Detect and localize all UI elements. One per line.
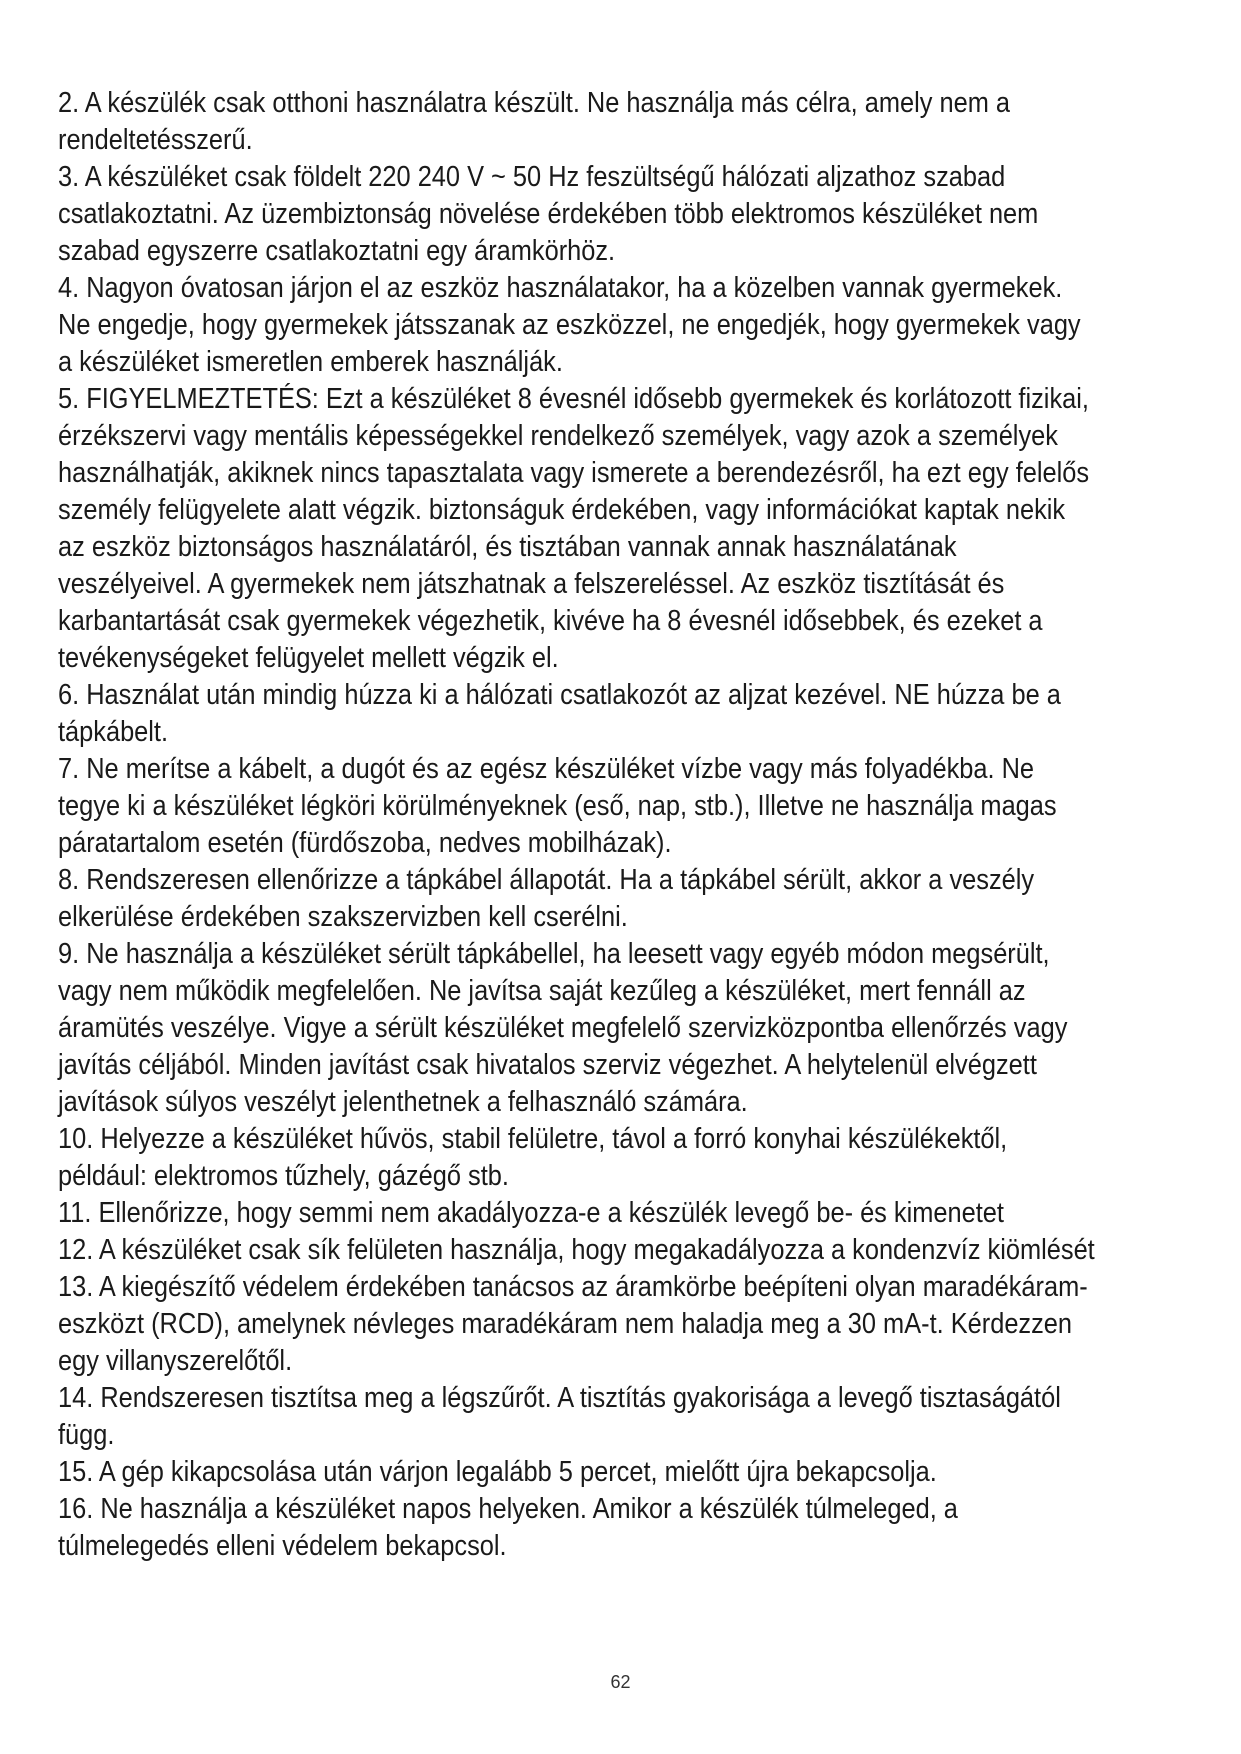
instruction-item-12 [58, 1232, 1095, 1269]
text-line: rendeltetésszerű. [58, 124, 253, 156]
text-line: páratartalom esetén (fürdőszoba, nedves mobilházak). [58, 827, 672, 859]
safety-instructions-text [58, 85, 1095, 1565]
text-line: 7. Ne merítse a kábelt, a dugót és az egész készüléket vízbe vagy más folyadékba. Ne [58, 753, 1035, 785]
instruction-item-10 [58, 1121, 1064, 1195]
text-line: 14. Rendszeresen tisztítsa meg a légszűrőt. A tisztítás gyakorisága a levegő tisztaságától [58, 1382, 1061, 1414]
instruction-item-9 [58, 936, 1068, 1121]
text-line: szabad egyszerre csatlakoztatni egy áramkörhöz. [58, 235, 616, 267]
text-line: áramütés veszélye. Vigye a sérült készüléket megfelelő szervizközpontba ellenőrzés vagy [58, 1012, 1068, 1044]
instruction-item-11 [58, 1195, 1064, 1232]
instruction-item-6 [58, 677, 1064, 751]
instruction-item-3 [58, 159, 1064, 270]
instruction-item-2 [58, 85, 1064, 159]
text-line: 5. FIGYELMEZTETÉS: Ezt a készüléket 8 évesnél idősebb gyermekek és korlátozott fizikai, [58, 383, 1089, 415]
text-line: eszközt (RCD), amelynek névleges maradékáram nem haladja meg a 30 mA-t. Kérdezzen [58, 1308, 1073, 1340]
instruction-item-16 [58, 1491, 1064, 1565]
text-line: 12. A készüléket csak sík felületen használja, hogy megakadályozza a kondenzvíz kiömlését [58, 1234, 1095, 1266]
text-line: 16. Ne használja a készüléket napos helyeken. Amikor a készülék túlmeleged, a [58, 1493, 958, 1525]
text-line: 15. A gép kikapcsolása után várjon legalább 5 percet, mielőtt újra bekapcsolja. [58, 1456, 937, 1488]
text-line: 11. Ellenőrizze, hogy semmi nem akadályozza-e a készülék levegő be- és kimenetet [58, 1197, 1004, 1229]
text-line: túlmelegedés elleni védelem bekapcsol. [58, 1530, 507, 1562]
text-line: személy felügyelete alatt végzik. biztonságuk érdekében, vagy információkat kaptak nekik [58, 494, 1066, 526]
text-line: csatlakoztatni. Az üzembiztonság növelése érdekében több elektromos készüléket nem [58, 198, 1039, 230]
text-line: vagy nem működik megfelelően. Ne javítsa saját kezűleg a készüléket, mert fennáll az [58, 975, 1026, 1007]
text-line: 2. A készülék csak otthoni használatra készült. Ne használja más célra, amely nem a [58, 87, 1011, 119]
text-line: 6. Használat után mindig húzza ki a hálózati csatlakozót az aljzat kezével. NE húzza be a [58, 679, 1061, 711]
text-line: 3. A készüléket csak földelt 220 240 V ~ 50 Hz feszültségű hálózati aljzathoz szabad [58, 161, 1006, 193]
text-line: 4. Nagyon óvatosan járjon el az eszköz használatakor, ha a közelben vannak gyermekek. [58, 272, 1063, 304]
instruction-item-4 [58, 270, 1081, 381]
instruction-item-5 [58, 381, 1090, 677]
text-line: 10. Helyezze a készüléket hűvös, stabil felületre, távol a forró konyhai készülékektől, [58, 1123, 1008, 1155]
text-line: Ne engedje, hogy gyermekek játsszanak az eszközzel, ne engedjék, hogy gyermekek vagy [58, 309, 1081, 341]
text-line: egy villanyszerelőtől. [58, 1345, 293, 1377]
instruction-item-8 [58, 862, 1064, 936]
text-line: érzékszervi vagy mentális képességekkel rendelkező személyek, vagy azok a személyek [58, 420, 1058, 452]
text-line: javítások súlyos veszélyt jelenthetnek a felhasználó számára. [58, 1086, 748, 1118]
text-line: 9. Ne használja a készüléket sérült tápkábellel, ha leesett vagy egyéb módon megsérült, [58, 938, 1050, 970]
instruction-item-15 [58, 1454, 1064, 1491]
instruction-item-7 [58, 751, 1064, 862]
text-line: a készüléket ismeretlen emberek használják. [58, 346, 563, 378]
text-line: 13. A kiegészítő védelem érdekében tanácsos az áramkörbe beépíteni olyan maradékáram- [58, 1271, 1088, 1303]
text-line: tápkábelt. [58, 716, 169, 748]
text-line: az eszköz biztonságos használatáról, és tisztában vannak annak használatának [58, 531, 957, 563]
text-line: elkerülése érdekében szakszervizben kell cserélni. [58, 901, 628, 933]
text-line: tegye ki a készüléket légköri körülményeknek (eső, nap, stb.), Illetve ne használja magas [58, 790, 1057, 822]
text-line: veszélyeivel. A gyermekek nem játszhatnak a felszereléssel. Az eszköz tisztítását és [58, 568, 1005, 600]
text-line: javítás céljából. Minden javítást csak hivatalos szerviz végezhet. A helytelenül elvégzett [58, 1049, 1037, 1081]
text-line: függ. [58, 1419, 115, 1451]
instruction-item-14 [58, 1380, 1064, 1454]
page-number: 62 [610, 1672, 631, 1692]
text-line: karbantartását csak gyermekek végezhetik, kivéve ha 8 évesnél idősebbek, és ezeket a [58, 605, 1043, 637]
instruction-item-13 [58, 1269, 1088, 1380]
text-line: tevékenységeket felügyelet mellett végzik el. [58, 642, 559, 674]
text-line: 8. Rendszeresen ellenőrizze a tápkábel állapotát. Ha a tápkábel sérült, akkor a veszély [58, 864, 1035, 896]
text-line: például: elektromos tűzhely, gázégő stb. [58, 1160, 509, 1192]
text-line: használhatják, akiknek nincs tapasztalata vagy ismerete a berendezésről, ha ezt egy felelős [58, 457, 1090, 489]
